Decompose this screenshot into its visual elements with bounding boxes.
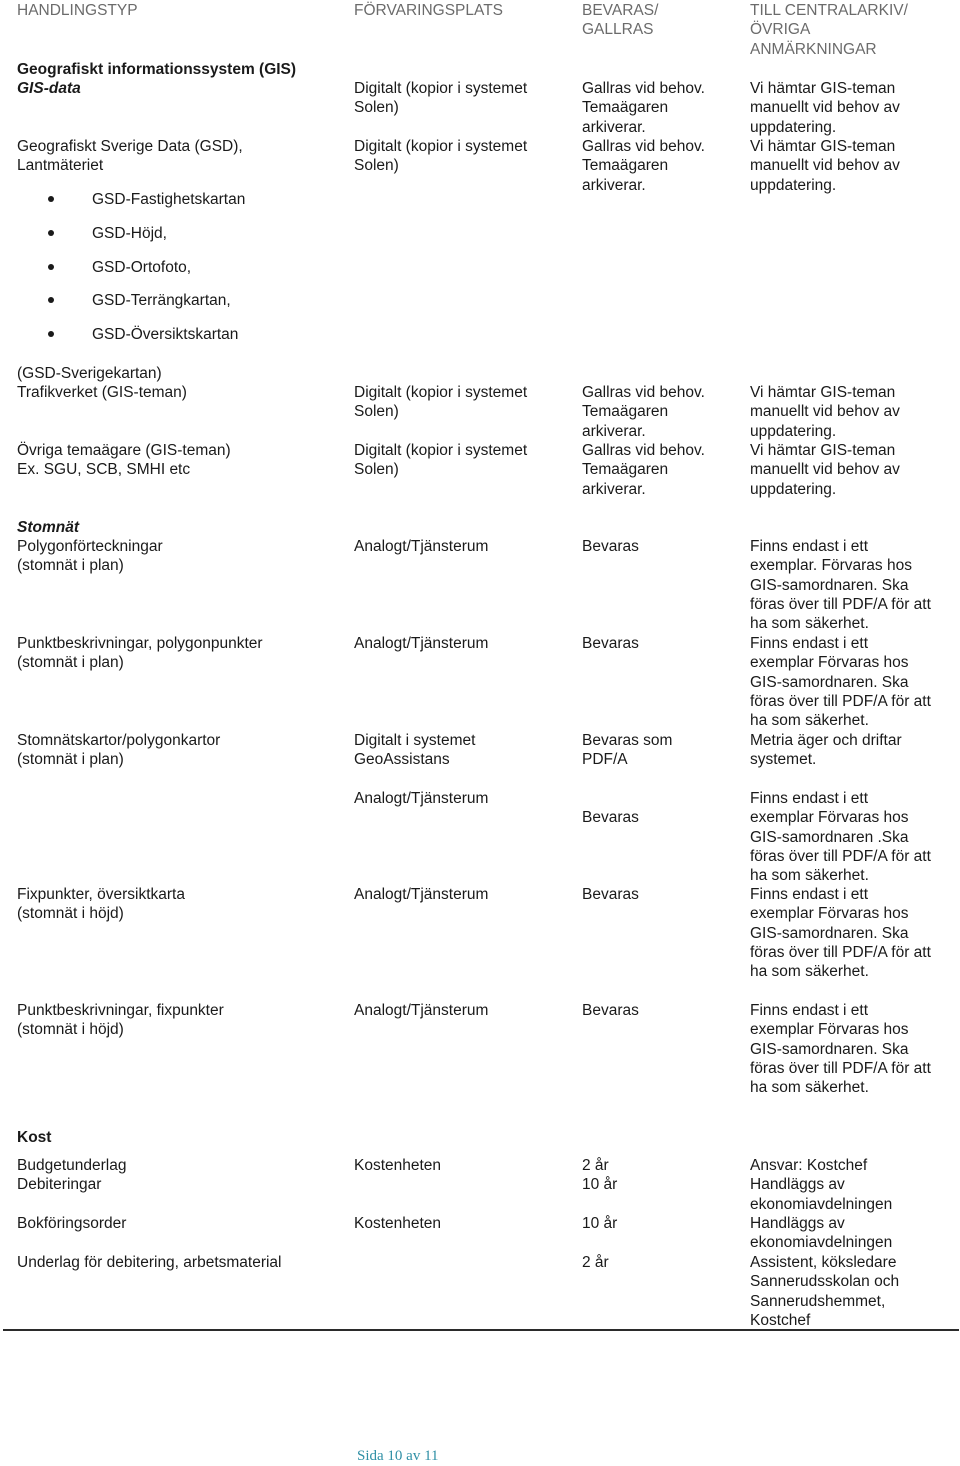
stomnat-row6-keep: Bevaras <box>582 1002 639 1019</box>
bullet-icon <box>48 230 54 236</box>
kost-row2-place: Kostenheten <box>354 1215 442 1232</box>
gis-row4-note: Vi hämtar GIS-teman manuellt vid behov av uppdatering. <box>750 442 900 498</box>
kost-row2-keep: 10 år <box>582 1215 618 1232</box>
gis-row2-place: Digitalt (kopior i systemet Solen) <box>354 138 528 175</box>
kost-row2-note: Handläggs av ekonomiavdelningen <box>750 1215 893 1252</box>
stomnat-row2-place: Analogt/Tjänsterum <box>354 635 489 652</box>
gis-row1-keep: Gallras vid behov. Temaägaren arkiverar. <box>582 80 705 136</box>
stomnat-row3-place: Digitalt i systemet GeoAssistans <box>354 732 476 769</box>
gsd-sverigekartan: (GSD-Sverigekartan) <box>17 365 162 382</box>
stomnat-row4-keep: Bevaras <box>582 809 639 826</box>
gis-row3-place: Digitalt (kopior i systemet Solen) <box>354 384 528 421</box>
kost-row1-keep: 2 år 10 år <box>582 1157 618 1194</box>
gis-row2-keep: Gallras vid behov. Temaägaren arkiverar. <box>582 138 705 194</box>
bullet-icon <box>48 297 54 303</box>
stomnat-row5-type: Fixpunkter, översiktkarta (stomnät i höjd) <box>17 886 185 923</box>
kost-row3-keep: 2 år <box>582 1254 609 1271</box>
kost-row3-note: Assistent, köksledare Sannerudsskolan och Sannerudshemmet, Kostchef <box>750 1254 900 1329</box>
list-item-label: GSD-Terrängkartan, <box>92 292 231 309</box>
gis-row3-type: Trafikverket (GIS-teman) <box>17 384 187 401</box>
stomnat-row6-place: Analogt/Tjänsterum <box>354 1002 489 1019</box>
stomnat-row6-note: Finns endast i ett exemplar Förvaras hos GIS-samordnaren. Ska föras över till PDF/A för att ha som säkerhet. <box>750 1002 931 1097</box>
table-bottom-rule <box>3 1329 959 1331</box>
bullet-icon <box>48 331 54 337</box>
gis-row3-note: Vi hämtar GIS-teman manuellt vid behov av uppdatering. <box>750 384 900 440</box>
list-item-label: GSD-Översiktskartan <box>92 326 239 343</box>
page-number: Sida 10 av 11 <box>357 1448 439 1464</box>
stomnat-row1-keep: Bevaras <box>582 538 639 555</box>
stomnat-row6-type: Punktbeskrivningar, fixpunkter (stomnät i höjd) <box>17 1002 224 1039</box>
stomnat-row1-note: Finns endast i ett exemplar. Förvaras hos GIS-samordnaren. Ska föras över till PDF/A för att ha som säkerhet. <box>750 538 931 633</box>
stomnat-row5-place: Analogt/Tjänsterum <box>354 886 489 903</box>
stomnat-row5-keep: Bevaras <box>582 886 639 903</box>
gis-row4-place: Digitalt (kopior i systemet Solen) <box>354 442 528 479</box>
stomnat-row2-note: Finns endast i ett exemplar Förvaras hos GIS-samordnaren. Ska föras över till PDF/A för att ha som säkerhet. <box>750 635 931 730</box>
gis-row2-type: Geografiskt Sverige Data (GSD), Lantmäteriet <box>17 138 243 175</box>
stomnat-row5-note: Finns endast i ett exemplar Förvaras hos GIS-samordnaren. Ska föras över till PDF/A för att ha som säkerhet. <box>750 886 931 981</box>
kost-row1-type: Budgetunderlag Debiteringar <box>17 1157 127 1194</box>
gis-row2-note: Vi hämtar GIS-teman manuellt vid behov av uppdatering. <box>750 138 900 194</box>
gis-row4-keep: Gallras vid behov. Temaägaren arkiverar. <box>582 442 705 498</box>
list-item-label: GSD-Ortofoto, <box>92 259 192 276</box>
stomnat-row4-note: Finns endast i ett exemplar Förvaras hos GIS-samordnaren .Ska föras över till PDF/A för att ha som säkerhet. <box>750 790 931 885</box>
stomnat-row4-place: Analogt/Tjänsterum <box>354 790 489 807</box>
header-bevaras-gallras: BEVARAS/ GALLRAS <box>582 2 659 39</box>
gis-section-title: Geografiskt informationssystem (GIS) <box>17 61 297 78</box>
bullet-icon <box>48 196 54 202</box>
gis-row1-note: Vi hämtar GIS-teman manuellt vid behov av uppdatering. <box>750 80 900 136</box>
kost-row1-note: Ansvar: Kostchef Handläggs av ekonomiavdelningen <box>750 1157 893 1213</box>
gis-data-subtitle: GIS-data <box>17 80 81 97</box>
list-item-label: GSD-Fastighetskartan <box>92 191 246 208</box>
kost-row3-type: Underlag för debitering, arbetsmaterial <box>17 1254 282 1271</box>
kost-row2-type: Bokföringsorder <box>17 1215 127 1232</box>
gis-row4-type: Övriga temaägare (GIS-teman) Ex. SGU, SCB, SMHI etc <box>17 442 231 479</box>
gis-row3-keep: Gallras vid behov. Temaägaren arkiverar. <box>582 384 705 440</box>
header-anmarkningar: TILL CENTRALARKIV/ ÖVRIGA ANMÄRKNINGAR <box>750 2 908 58</box>
stomnat-row1-type: Polygonförteckningar (stomnät i plan) <box>17 538 163 575</box>
stomnat-row2-keep: Bevaras <box>582 635 639 652</box>
stomnat-row2-type: Punktbeskrivningar, polygonpunkter (stomnät i plan) <box>17 635 263 672</box>
kost-row1-place: Kostenheten <box>354 1157 442 1174</box>
stomnat-row3-keep: Bevaras som PDF/A <box>582 732 673 769</box>
stomnat-row3-note: Metria äger och driftar systemet. <box>750 732 902 769</box>
bullet-icon <box>48 264 54 270</box>
header-handlingstyp: HANDLINGSTYP <box>17 2 138 19</box>
gis-row1-place: Digitalt (kopior i systemet Solen) <box>354 80 528 117</box>
list-item-label: GSD-Höjd, <box>92 225 167 242</box>
kost-title: Kost <box>17 1129 52 1146</box>
header-forvaringsplats: FÖRVARINGSPLATS <box>354 2 504 19</box>
stomnat-row1-place: Analogt/Tjänsterum <box>354 538 489 555</box>
stomnat-title: Stomnät <box>17 519 79 536</box>
stomnat-row3-type: Stomnätskartor/polygonkartor (stomnät i plan) <box>17 732 221 769</box>
